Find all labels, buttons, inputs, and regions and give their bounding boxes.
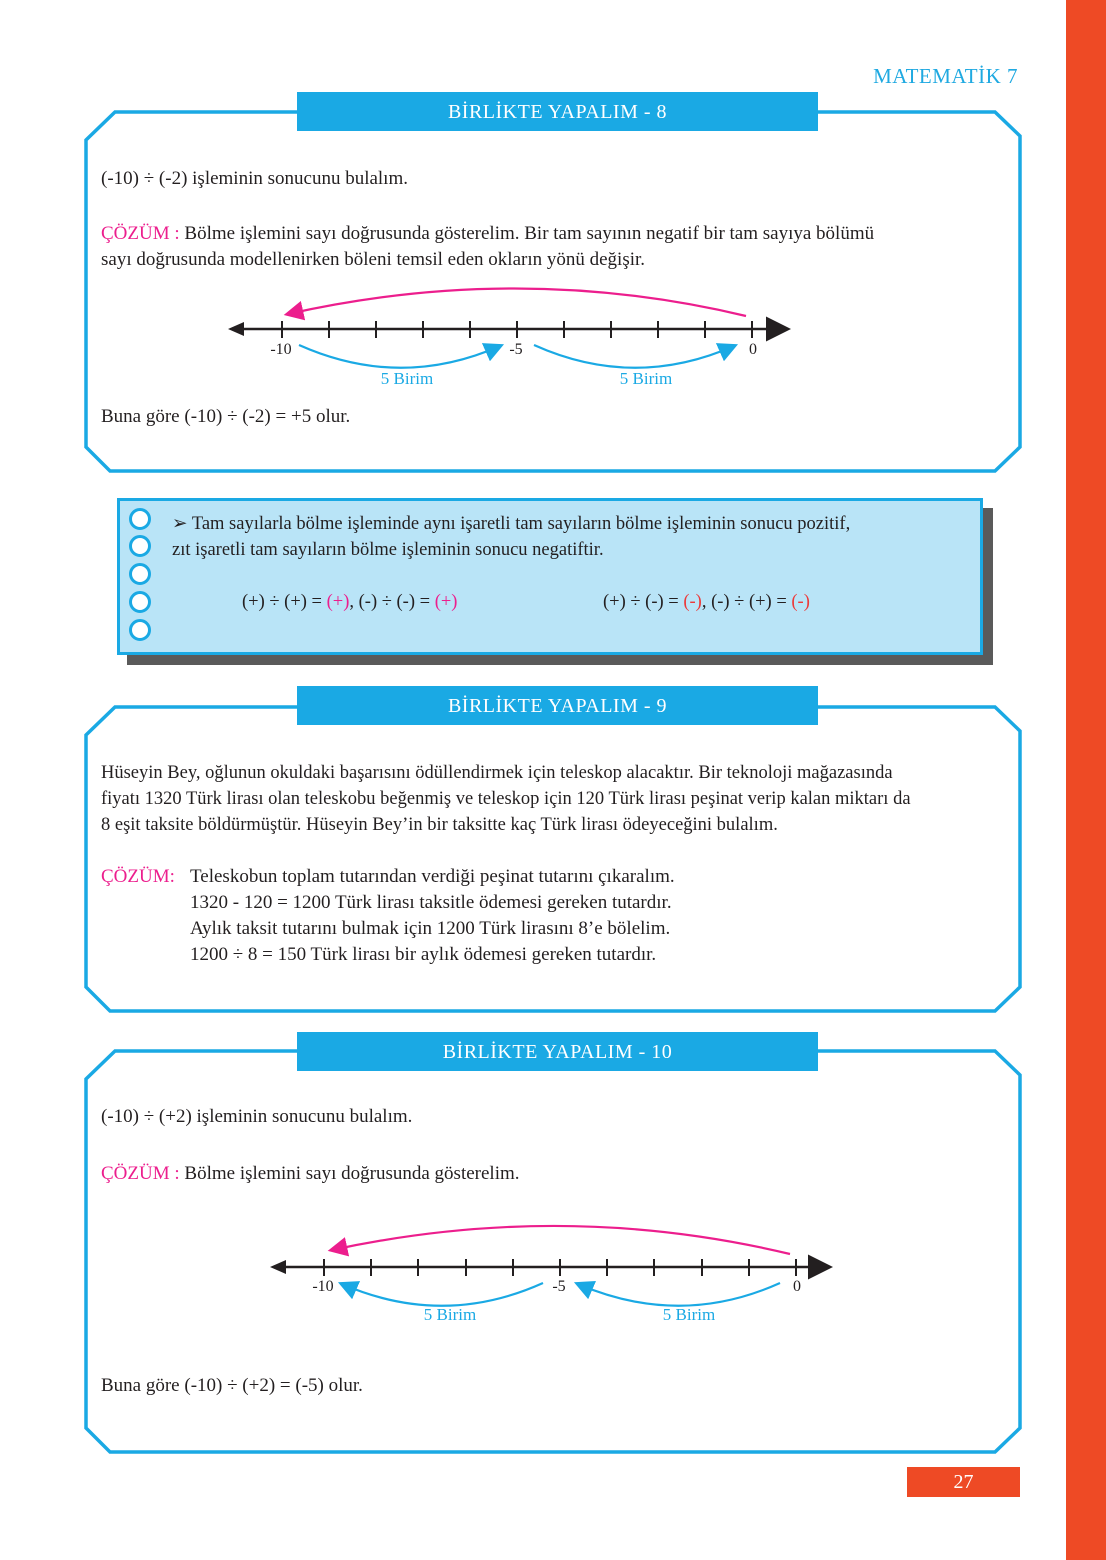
section9-solution-line1: Teleskobun toplam tutarından verdiği peşinat tutarını çıkaralım.: [190, 866, 675, 887]
rule-same-b-result: (+): [434, 592, 458, 612]
section9-solution-line3: Aylık taksit tutarını bulmak için 1200 Türk lirasını 8’e bölelim.: [190, 918, 671, 939]
section10-label-0: 0: [793, 1278, 801, 1295]
section10-result: Buna göre (-10) ÷ (+2) = (-5) olur.: [101, 1375, 363, 1396]
ring-bullet: [129, 508, 151, 530]
arrow-bullet-icon: ➢: [172, 514, 188, 534]
section10-solution-line: [101, 1161, 520, 1187]
rule-diff-b: , (-) ÷ (+) =: [701, 592, 792, 612]
info-line2: zıt işaretli tam sayıların bölme işleminin sonucu negatiftir.: [172, 540, 604, 560]
section8-label-minus5: -5: [509, 341, 523, 358]
section8-question: (-10) ÷ (-2) işleminin sonucunu bulalım.: [101, 168, 408, 189]
rule-same-a: (+) ÷ (+) =: [242, 592, 327, 612]
info-line1: [172, 511, 850, 537]
section10-unit-left: 5 Birim: [423, 1305, 477, 1324]
section8-unit-left: 5 Birim: [380, 369, 434, 388]
section9-solution-line4: 1200 ÷ 8 = 150 Türk lirası bir aylık ödemesi gereken tutardır.: [190, 944, 657, 965]
rule-diff-a-result: (-): [683, 592, 702, 612]
section10-title: BİRLİKTE YAPALIM - 10: [297, 1032, 818, 1071]
section8-title: BİRLİKTE YAPALIM - 8: [297, 92, 818, 131]
rule-same-sign: [242, 589, 457, 615]
section10-label-minus10: -10: [312, 1278, 334, 1295]
section8-label-minus10: -10: [270, 341, 292, 358]
section10-unit-right: 5 Birim: [662, 1305, 716, 1324]
section9-paragraph-line1: Hüseyin Bey, oğlunun okuldaki başarısını ödüllendirmek için teleskop alacaktır. Bir teknoloji mağazasında: [101, 763, 893, 783]
rule-diff-b-result: (-): [791, 592, 810, 612]
section9-solution-label: ÇÖZÜM:: [101, 866, 175, 887]
section10-solution-text: Bölme işlemini sayı doğrusunda gösterelim.: [179, 1163, 520, 1184]
page-number: 27: [907, 1467, 1020, 1497]
section8-solution-text1: Bölme işlemini sayı doğrusunda gösterelim. Bir tam sayının negatif bir tam sayıya bölümü: [179, 223, 875, 244]
ring-bullet: [129, 563, 151, 585]
rule-diff-sign: [603, 589, 810, 615]
section8-solution-line2: sayı doğrusunda modellenirken böleni temsil eden okların yönü değişir.: [101, 249, 646, 270]
ring-bullet: [129, 535, 151, 557]
section9-paragraph-line2: fiyatı 1320 Türk lirası olan teleskobu beğenmiş ve teleskop için 120 Türk lirası peşinat verip kalan miktarı da: [101, 789, 911, 809]
subject-header: MATEMATİK 7: [873, 64, 1018, 88]
section8-label-0: 0: [749, 341, 757, 358]
section8-result: Buna göre (-10) ÷ (-2) = +5 olur.: [101, 406, 351, 427]
rule-same-b: , (-) ÷ (-) =: [349, 592, 435, 612]
side-color-bar: [1066, 0, 1106, 1560]
section9-solution-line2: 1320 - 120 = 1200 Türk lirası taksitle ödemesi gereken tutardır.: [190, 892, 672, 913]
section8-solution-line1: [101, 221, 874, 247]
section10-label-minus5: -5: [552, 1278, 566, 1295]
info-line1-text: Tam sayılarla bölme işleminde aynı işaretli tam sayıların bölme işleminin sonucu pozitif,: [191, 514, 851, 534]
ring-bullet: [129, 591, 151, 613]
section9-title: BİRLİKTE YAPALIM - 9: [297, 686, 818, 725]
section10-solution-label: ÇÖZÜM :: [101, 1163, 180, 1184]
rule-diff-a: (+) ÷ (-) =: [603, 592, 684, 612]
section9-paragraph-line3: 8 eşit taksite böldürmüştür. Hüseyin Bey’in bir taksitte kaç Türk lirası ödeyeceğini bulalım.: [101, 815, 778, 835]
section8-solution-label: ÇÖZÜM :: [101, 223, 180, 244]
section8-unit-right: 5 Birim: [619, 369, 673, 388]
section10-question: (-10) ÷ (+2) işleminin sonucunu bulalım.: [101, 1106, 413, 1127]
ring-bullet: [129, 619, 151, 641]
rule-same-a-result: (+): [326, 592, 350, 612]
